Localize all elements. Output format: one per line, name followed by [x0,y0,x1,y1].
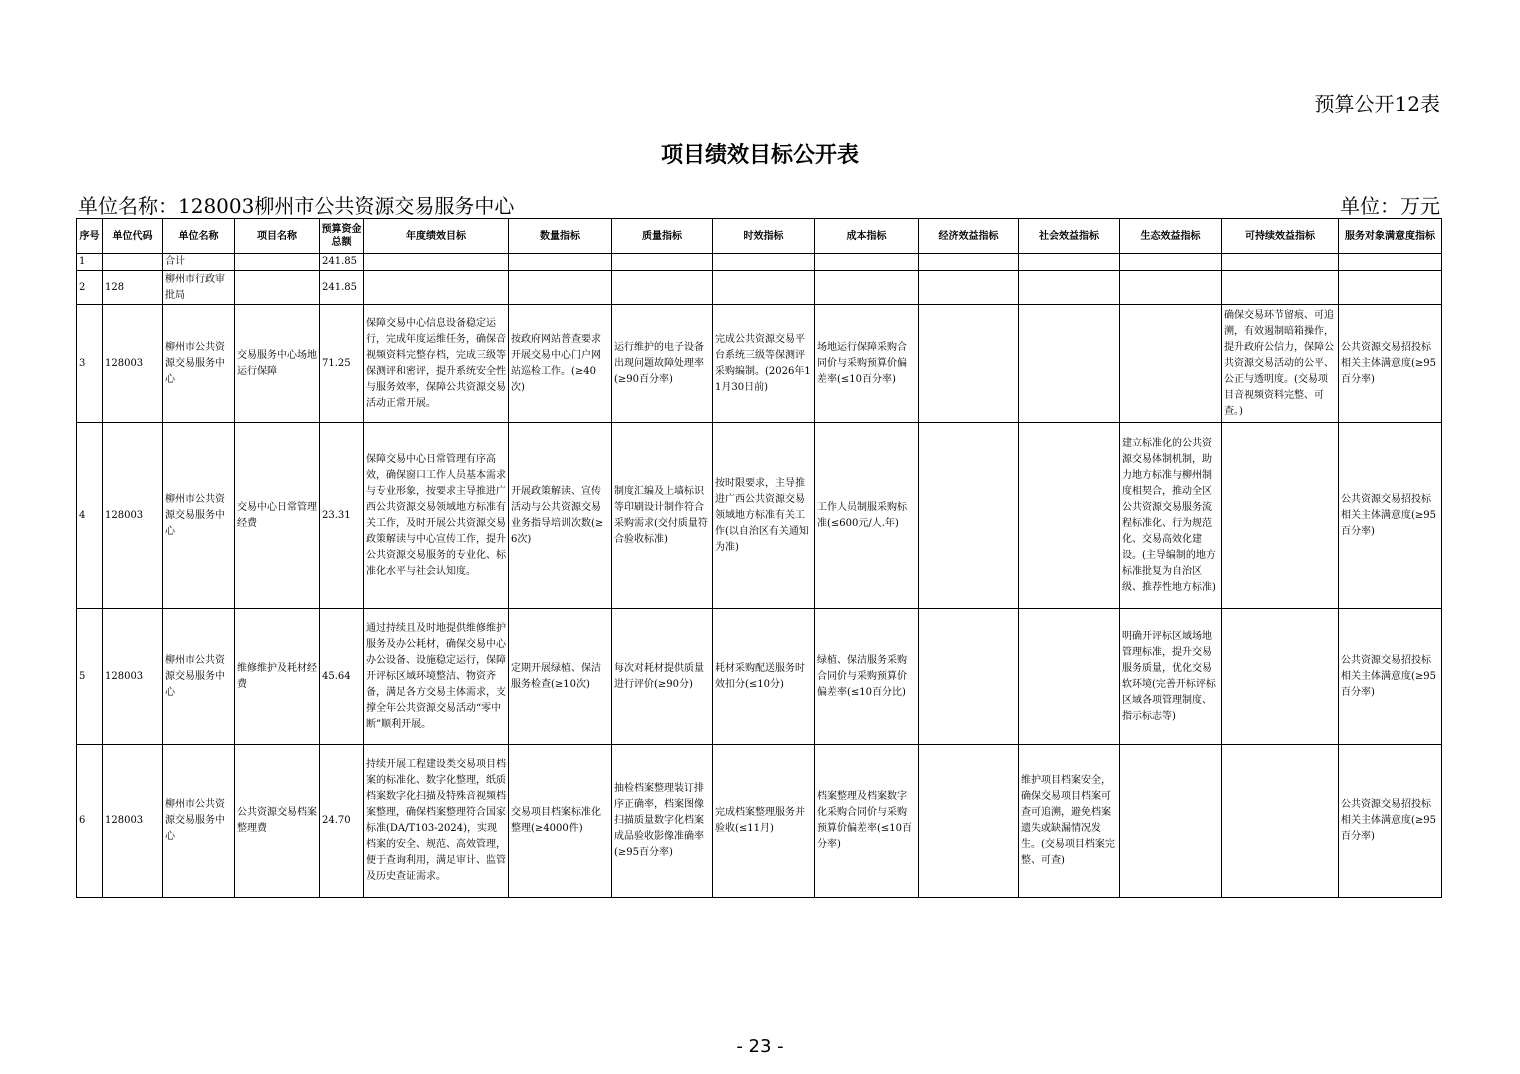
table-row [77,609,1442,745]
header-cell: 质量指标 [612,219,713,254]
cell-qty: 按政府网站普查要求开展交易中心门户网站巡检工作。(≥40次) [509,305,612,423]
cell-sustain [1222,745,1339,898]
cell-cost: 档案整理及档案数字化采购合同价与采购预算价偏差率(≤10百分率) [815,745,919,898]
header-cell: 单位名称 [163,219,235,254]
cell-code: 128003 [103,745,163,898]
cell-eco [1120,271,1222,305]
cell-amount: 23.31 [320,423,364,609]
cell-time: 完成公共资源交易平台系统三级等保测评采购编制。(2026年11月30日前) [713,305,815,423]
cell-goal [364,254,509,271]
cell-sustain [1222,271,1339,305]
cell-amount: 45.64 [320,609,364,745]
cell-quality: 运行维护的电子设备出现问题故障处理率(≥90百分率) [612,305,713,423]
cell-eco [1120,305,1222,423]
cell-no: 5 [77,609,103,745]
header-cell: 时效指标 [713,219,815,254]
cell-time: 按时限要求，主导推进广西公共资源交易领域地方标准有关工作(以自治区有关通知为准) [713,423,815,609]
table-row [77,254,1442,271]
cell-project: 交易中心日常管理经费 [235,423,320,609]
header-cell: 成本指标 [815,219,919,254]
header-cell: 可持续效益指标 [1222,219,1339,254]
unit-name: 单位名称：128003柳州市公共资源交易服务中心 [78,194,515,218]
cell-satisfy: 公共资源交易招投标相关主体满意度(≥95百分率) [1339,305,1442,423]
performance-table [76,218,1442,898]
cell-no: 1 [77,254,103,271]
cell-project: 公共资源交易档案整理费 [235,745,320,898]
cell-amount: 71.25 [320,305,364,423]
cell-eco [1120,254,1222,271]
cell-no: 6 [77,745,103,898]
table-row [77,305,1442,423]
header-cell: 服务对象满意度指标 [1339,219,1442,254]
cell-project: 交易服务中心场地运行保障 [235,305,320,423]
cell-no: 4 [77,423,103,609]
table-row [77,745,1442,898]
cell-econ [919,609,1019,745]
form-number: 预算公开12表 [1314,92,1440,116]
cell-satisfy [1339,254,1442,271]
cell-code: 128003 [103,423,163,609]
cell-social [1019,254,1120,271]
cell-cost [815,271,919,305]
cell-unit: 柳州市公共资源交易服务中心 [163,609,235,745]
cell-goal [364,271,509,305]
header-cell: 年度绩效目标 [364,219,509,254]
cell-satisfy: 公共资源交易招投标相关主体满意度(≥95百分率) [1339,609,1442,745]
cell-quality: 抽检档案整理装订排序正确率，档案图像扫描质量数字化档案成品验收影像准确率(≥95百分率) [612,745,713,898]
cell-qty [509,254,612,271]
cell-econ [919,745,1019,898]
cell-unit: 柳州市公共资源交易服务中心 [163,745,235,898]
cell-cost: 工作人员制服采购标准(≤600元/人.年) [815,423,919,609]
cell-unit: 柳州市公共资源交易服务中心 [163,423,235,609]
header-cell: 单位代码 [103,219,163,254]
cell-qty: 开展政策解读、宣传活动与公共资源交易业务指导培训次数(≥6次) [509,423,612,609]
cell-cost: 绿植、保洁服务采购合同价与采购预算价偏差率(≤10百分比) [815,609,919,745]
header-cell: 预算资金总额 [320,219,364,254]
table-header-row [77,219,1442,254]
cell-amount: 24.70 [320,745,364,898]
cell-time: 耗材采购配送服务时效扣分(≤10分) [713,609,815,745]
cell-unit: 合计 [163,254,235,271]
cell-project [235,254,320,271]
cell-code: 128003 [103,609,163,745]
cell-quality [612,254,713,271]
cell-social [1019,423,1120,609]
cell-goal: 保障交易中心日常管理有序高效，确保窗口工作人员基本需求与专业形象，按要求主导推进广西公共资源交易领域地方标准有关工作，及时开展公共资源交易政策解读与中心宣传工作，提升公共资源交易服务的专业化、标准化水平与社会认知度。 [364,423,509,609]
cell-cost [815,254,919,271]
cell-eco: 明确开评标区域场地管理标准，提升交易服务质量，优化交易软环境(完善开标评标区域各项管理制度、指示标志等) [1120,609,1222,745]
cell-code: 128003 [103,305,163,423]
cell-social [1019,271,1120,305]
cell-sustain: 确保交易环节留痕、可追溯，有效遏制暗箱操作，提升政府公信力，保障公共资源交易活动的公平、公正与透明度。(交易项目音视频资料完整、可查。) [1222,305,1339,423]
cell-econ [919,305,1019,423]
cell-cost: 场地运行保障采购合同价与采购预算价偏差率(≤10百分率) [815,305,919,423]
cell-amount: 241.85 [320,271,364,305]
cell-unit: 柳州市行政审批局 [163,271,235,305]
cell-social: 维护项目档案安全，确保交易项目档案可查可追溯，避免档案遗失或缺漏情况发生。(交易项目档案完整、可查) [1019,745,1120,898]
table-row [77,271,1442,305]
cell-goal: 通过持续且及时地提供维修维护服务及办公耗材，确保交易中心办公设备、设施稳定运行，保障开评标区域环境整洁、物资齐备，满足各方交易主体需求，支撑全年公共资源交易活动“零中断”顺利开展。 [364,609,509,745]
cell-eco [1120,745,1222,898]
cell-econ [919,423,1019,609]
cell-qty: 定期开展绿植、保洁服务检查(≥10次) [509,609,612,745]
cell-time [713,254,815,271]
cell-time: 完成档案整理服务并验收(≤11月) [713,745,815,898]
cell-social [1019,305,1120,423]
cell-goal: 保障交易中心信息设备稳定运行，完成年度运维任务，确保音视频资料完整存档，完成三级等保测评和密评，提升系统安全性与服务效率，保障公共资源交易活动正常开展。 [364,305,509,423]
cell-project [235,271,320,305]
cell-social [1019,609,1120,745]
header-cell: 数量指标 [509,219,612,254]
cell-quality: 每次对耗材提供质量进行评价(≥90分) [612,609,713,745]
cell-code [103,254,163,271]
page-number: - 23 - [736,1036,784,1057]
cell-no: 2 [77,271,103,305]
table-row [77,423,1442,609]
cell-goal: 持续开展工程建设类交易项目档案的标准化、数字化整理，纸质档案数字化扫描及特殊音视频档案整理，确保档案整理符合国家标准(DA/T103-2024)，实现档案的安全、规范、高效管理，便于查询利用，满足审计、监管及历史查证需求。 [364,745,509,898]
cell-sustain [1222,254,1339,271]
cell-amount: 241.85 [320,254,364,271]
cell-quality: 制度汇编及上墙标识等印刷设计制作符合采购需求(交付质量符合验收标准) [612,423,713,609]
cell-sustain [1222,423,1339,609]
header-cell: 序号 [77,219,103,254]
page-title: 项目绩效目标公开表 [660,143,859,168]
cell-code: 128 [103,271,163,305]
header-cell: 经济效益指标 [919,219,1019,254]
cell-satisfy: 公共资源交易招投标相关主体满意度(≥95百分率) [1339,745,1442,898]
cell-satisfy [1339,271,1442,305]
cell-sustain [1222,609,1339,745]
cell-econ [919,254,1019,271]
header-cell: 项目名称 [235,219,320,254]
cell-time [713,271,815,305]
cell-qty [509,271,612,305]
cell-project: 维修维护及耗材经费 [235,609,320,745]
cell-quality [612,271,713,305]
cell-qty: 交易项目档案标准化整理(≥4000件) [509,745,612,898]
currency-unit: 单位：万元 [1340,194,1440,218]
cell-econ [919,271,1019,305]
cell-unit: 柳州市公共资源交易服务中心 [163,305,235,423]
cell-no: 3 [77,305,103,423]
header-cell: 社会效益指标 [1019,219,1120,254]
cell-eco: 建立标准化的公共资源交易体制机制，助力地方标准与柳州制度相契合，推动全区公共资源交易服务流程标准化、行为规范化、交易高效化建设。(主导编制的地方标准批复为自治区级、推荐性地方标准) [1120,423,1222,609]
cell-satisfy: 公共资源交易招投标相关主体满意度(≥95百分率) [1339,423,1442,609]
header-cell: 生态效益指标 [1120,219,1222,254]
